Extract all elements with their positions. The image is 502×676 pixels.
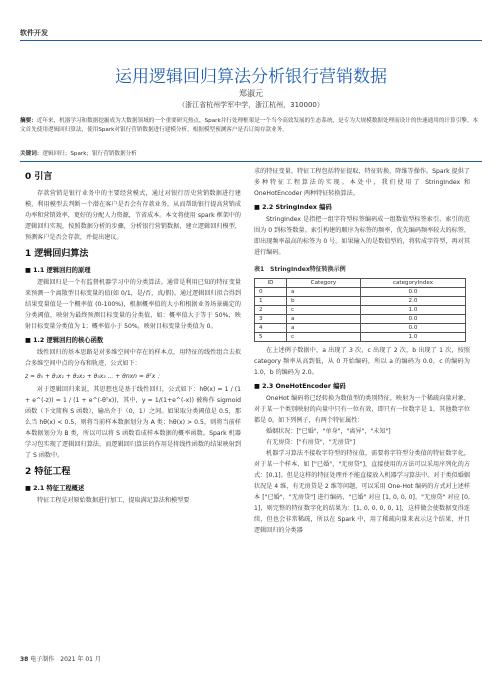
table-row	[255, 297, 466, 306]
feature-list-item: 有无房贷：["有房贷"，"无房贷"]	[266, 439, 356, 446]
table-header: categoryIndex	[360, 279, 465, 288]
section-2-3-title: ■ 2.3 OneHotEncoder 编码	[254, 383, 346, 390]
section-1-2-paragraph-2: 对于逻辑回归来说，其思想也是基于线性回归，公式如下：hθ(x) = 1 / (1 + e^(-z)) = 1 / (1 + e^(-θᵀx))，其中，y = 1/(1+e^(-x)) 被称作 sigmoid 函数（下文简称 S 函数），输出介于（0，1）之间。如果取分类阈值是 0.5，那么当 hθ(x) < 0.5，则将当前样本数据划分为 A 类；hθ(x) > 0.5，则将当前样本数据划分为 B 类，所以可以将 S 函数看成样本数据的概率函数。Spark 机器学习包实现了逻辑回归算法。而逻辑回归算法的作用是将线性函数的结果映射到了 S 函数中。	[25, 386, 241, 459]
header-rule	[20, 40, 482, 41]
keywords-text: 逻辑回归；Spark；银行营销数据分析	[42, 151, 137, 157]
table-cell: 4	[255, 324, 287, 333]
table-row	[255, 333, 466, 342]
table-cell: a	[287, 324, 361, 333]
table-cell: 2.0	[360, 297, 465, 306]
section-1-1-title: ■ 1.1 逻辑回归的原理	[25, 267, 91, 274]
keywords	[20, 149, 482, 157]
linear-formula: z = θ₀ + θ₁x₁ + θ₂x₂ + θ₃x₃ ... + θnxn = θᵀx ；	[25, 373, 164, 380]
table-cell: 0.0	[360, 315, 465, 324]
table-header: ID	[255, 279, 287, 288]
table-cell: 1	[255, 297, 287, 306]
section-0-title: 0 引言	[25, 172, 53, 182]
page-footer	[20, 654, 101, 663]
right-column	[254, 166, 470, 536]
section-2-3-paragraph: OneHot 编码将已经转换为数值型的类别特征，映射为一个稀疏向量对象，对于某一个类别映射的向量中只有一位有效，即只有一位数字是 1，其他数字位都是 0。如下列例子，有两个特征属性：	[254, 395, 470, 424]
intro-paragraph: 存款营销是银行业务中的主要经营模式，通过对银行历史营销数据进行建模，利用模型去判断一个潜在客户是否会有存款业务，从而帮助银行提高营销成功率和营销效率，更好的分配人力资源，节省成本。本文将使用 spark 框架中的逻辑回归实现，按照数据分析的步骤，分析银行营销数据，建立逻辑回归模型，预测客户是否会存款，并提出建议。	[25, 190, 241, 241]
table-cell: 3	[255, 315, 287, 324]
section-2-2-title: ■ 2.2 StringIndex 编码	[254, 204, 332, 211]
table-cell: a	[287, 288, 361, 297]
section-label: 软件开发	[20, 29, 48, 37]
table-row	[255, 288, 466, 297]
section-1-title: 1 逻辑回归算法	[25, 249, 89, 259]
abstract-text: 近年来，机器学习和数据挖掘成为大数据领域的一个重要研究热点，Spark并行处理框架是一个当今高效发展的生态系统，是专为大规模数据处理而设计的快速通用的计算引擎。本文首先使用逻辑回归算法，使用Spark对银行营销数据进行建模分析，根据模型预测客户是否订阅存款业务。	[20, 118, 478, 133]
table-header: Category	[287, 279, 361, 288]
table-row	[255, 306, 466, 315]
left-column	[25, 166, 241, 506]
section-2-1-title: ■ 2.1 特征工程概述	[25, 485, 85, 492]
abstract	[20, 117, 482, 135]
page-number: 38	[20, 656, 29, 663]
section-2-2-paragraph: StringIndex 是指把一组字符型标签编码成一组数值型标签索引，索引的范围为 0 到标签数量。索引构建的顺序为标签的频率，优先编码频率较大的标签，即出现频率最高的标签为 0 号。如果输入的是数值型的，将转成字符型，再对其进行编码。	[254, 216, 470, 256]
stringindex-table	[254, 278, 466, 342]
abstract-rule	[20, 161, 482, 162]
table-cell: 0	[255, 288, 287, 297]
table-cell: 1.0	[360, 306, 465, 315]
section-1-2-paragraph: 线性回归的基本思路是对多维空间中存在的样本点，用特征的线性组合去拟合多维空间中点的分布和轨迹，公式如下：	[25, 349, 241, 367]
table-title: 表1 StringIndex特征转换示例	[254, 266, 346, 273]
abstract-label: 摘要：	[20, 118, 37, 124]
table-cell: 0.0	[360, 324, 465, 333]
section-2-1-paragraph: 特征工程是对原始数据进行加工，提取满足算法和模型要	[37, 497, 190, 504]
table-row	[255, 324, 466, 333]
table-cell: 1.0	[360, 333, 465, 342]
table-cell: 2	[255, 306, 287, 315]
table-explanation: 在上述例子数据中，a 出现了 3 次，c 出现了 2 次，b 出现了 1 次，按照 category 频率从高到低，从 0 开始编码，所以 a 的编码为 0.0，c 的编码为 1.0，b 的编码为 2.0。	[254, 347, 470, 376]
section-2-3-paragraph-2: 机器学习算法不接收字符型的特征值，需要将字符型分类值的特征数字化，对于某一个样本，如 ["已婚"，"无房贷"]，直接使用的方法可以采用序列化的方式：[0,1]。但是这样的特征处理并不能直接放入机器学习算法中。对于类似婚姻状况是 4 维，有无房贷是 2 维等问题，可以采用 One-Hot 编码的方式对上述样本 ["已婚"，"无房贷"] 进行编码，"已婚" 对应 [1, 0, 0, 0]，"无房贷" 对应 [0, 1]，则完整的特征数字化的结果为：[1, 0, 0, 0, 0, 1]，这样做会使数据变得连续，但也会非常稀疏，所以在 Spark 中，用了稀疏向量来表示这个结果，并且逻辑回归的分类器	[254, 450, 470, 534]
continued-paragraph: 求的特征变量。特征工程包括特征提取、特征转换、降维等操作。Spark 提供了多种特征工程算法的实现。本处中，我们使用了 StringIndex 和 OneHotEncoder 两种特征转换算法。	[254, 168, 470, 197]
table-cell: b	[287, 297, 361, 306]
author-name: 郑淑元	[239, 89, 263, 98]
page-header	[20, 28, 482, 44]
table-row	[255, 315, 466, 324]
table-cell: c	[287, 306, 361, 315]
table-header-row	[255, 279, 466, 288]
paper-title: 运用逻辑回归算法分析银行营销数据	[115, 67, 387, 87]
table-cell: a	[287, 315, 361, 324]
table-cell: 0.0	[360, 288, 465, 297]
section-1-1-paragraph: 逻辑回归是一个有监督机器学习中的分类算法。通常是利用已知的特征变量来预测一个离散型目标变量的值(如 0/1，是/否，真/假)。通过逻辑回归拟合得到结果变量值是一个概率值 (0-100%)，根据概率值的大小和根据业务场景确定的分类阈值，映射为最终预测目标变量的分类值，如：概率值大于等于 50%，映射目标变量分类值为 1；概率值小于 50%，映射目标变量分类值为 0。	[25, 279, 241, 330]
section-1-2-title: ■ 1.2 逻辑回归的核心函数	[25, 337, 104, 344]
section-2-title: 2 特征工程	[25, 467, 71, 477]
table-cell: c	[287, 333, 361, 342]
table-cell: 5	[255, 333, 287, 342]
feature-list-item: 婚姻状况：["已婚"，"单身"，"离异"，"未知"]	[266, 428, 391, 435]
journal-info: 电子制作 2021 年 01 月	[30, 656, 101, 663]
author-affiliation: （浙江省杭州学军中学，浙江杭州，310000）	[178, 101, 324, 109]
keywords-label: 关键词：	[20, 151, 43, 157]
